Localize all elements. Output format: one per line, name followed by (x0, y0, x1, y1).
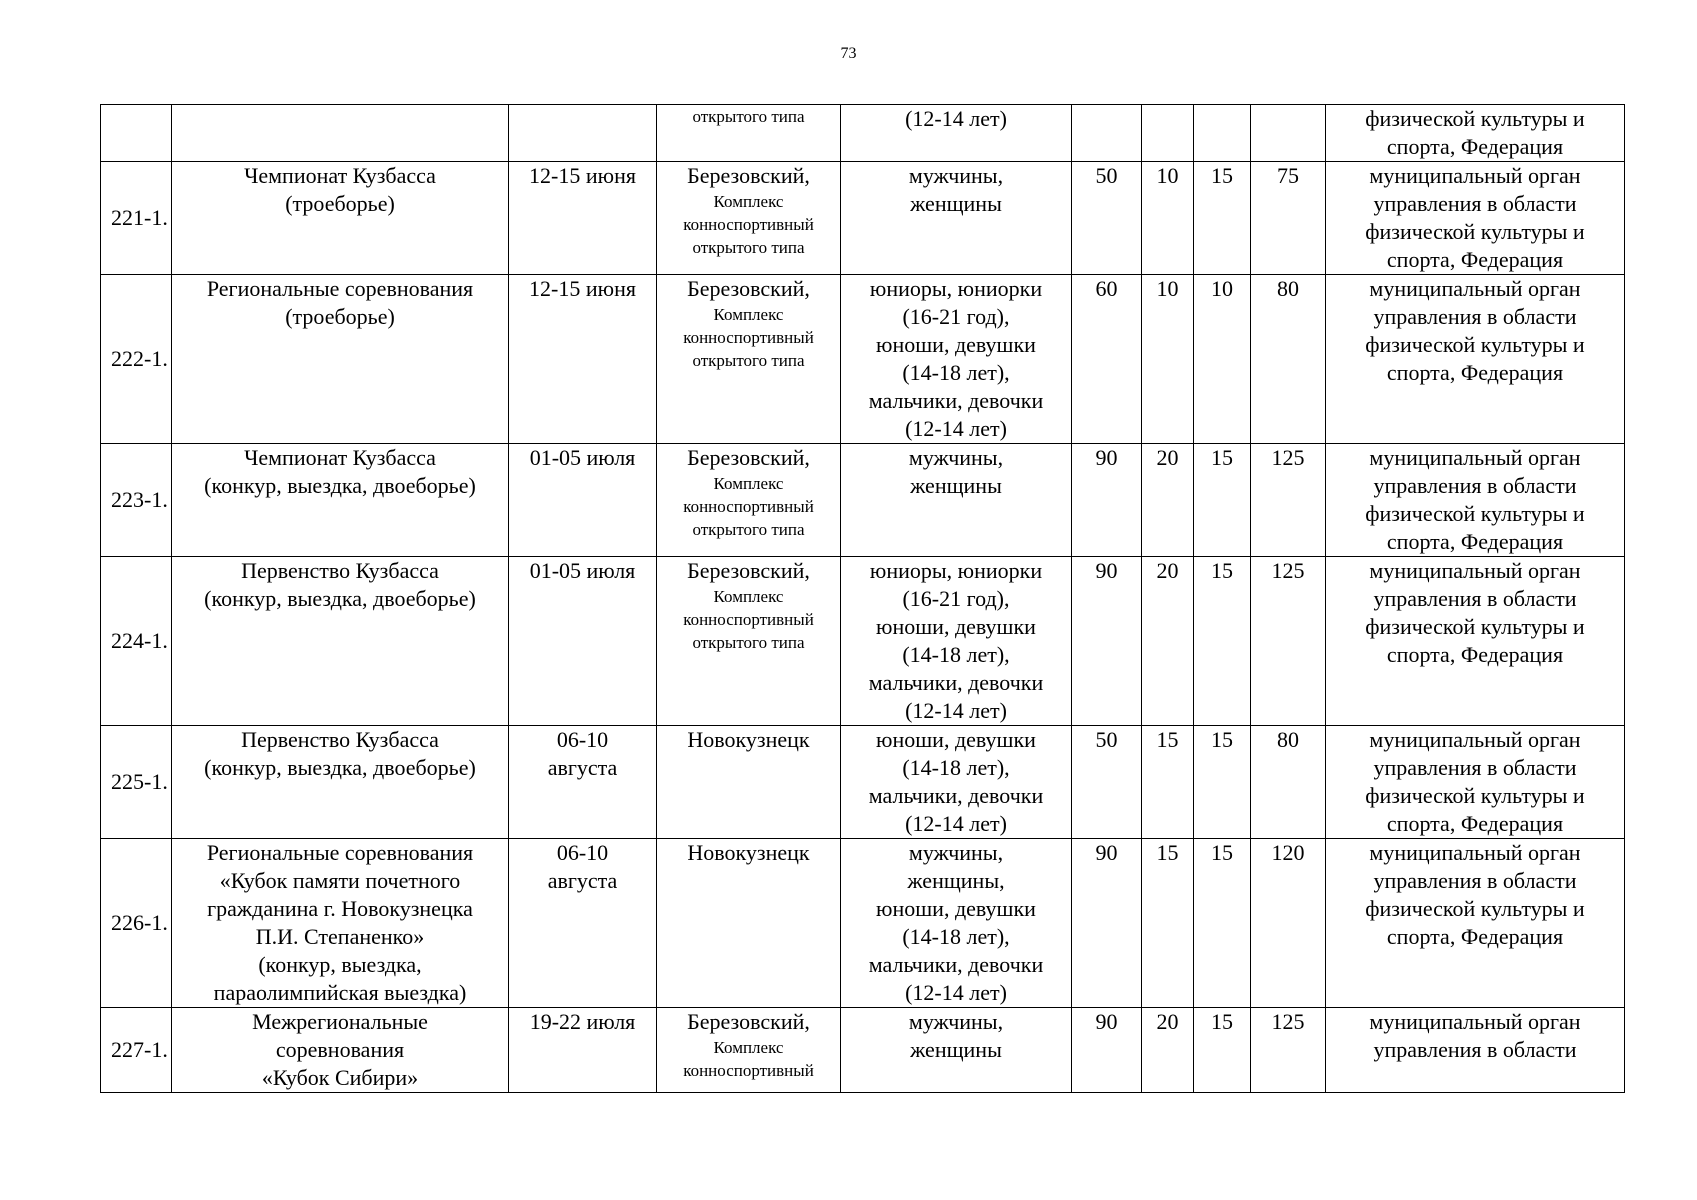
table-row (101, 105, 1625, 162)
table-row (101, 1008, 1625, 1093)
place-venue-line: Комплекс (713, 192, 784, 211)
event-dates-cell-line: августа (547, 868, 618, 893)
organizer-cell-line: спорта, Федерация (1386, 360, 1564, 385)
place-city: Новокузнецк (687, 727, 810, 752)
event-name-cell-line: гражданина г. Новокузнецка (207, 896, 473, 921)
organizer-cell-line: физической культуры и (1365, 106, 1585, 131)
count-cell-3: 10 (1194, 275, 1251, 444)
place-city: Березовский, (687, 1009, 810, 1034)
count-total-cell: 120 (1251, 839, 1326, 1008)
participants-cell-line: мальчики, девочки (868, 670, 1044, 695)
event-name-cell-line: «Кубок Сибири» (261, 1065, 419, 1090)
count-total-cell: 125 (1251, 1008, 1326, 1093)
organizer-cell (1326, 557, 1625, 726)
organizer-cell-line: муниципальный орган (1369, 727, 1581, 752)
count-cell-2: 20 (1142, 557, 1194, 726)
count-cell-1: 90 (1072, 839, 1142, 1008)
participants-cell-line: мужчины, (908, 1009, 1004, 1034)
participants-cell-line: (12-14 лет) (905, 811, 1007, 836)
place-city: Березовский, (687, 163, 810, 188)
count-cell-3: 15 (1194, 557, 1251, 726)
count-cell-2: 20 (1142, 444, 1194, 557)
organizer-cell-line: управления в области (1373, 755, 1577, 780)
organizer-cell (1326, 1008, 1625, 1093)
event-name-cell (172, 105, 509, 162)
event-dates-cell (509, 162, 657, 275)
event-name-cell-line: Чемпионат Кузбасса (244, 445, 436, 470)
count-cell-2: 10 (1142, 275, 1194, 444)
participants-cell-line: мужчины, (908, 840, 1004, 865)
place-city: Березовский, (687, 558, 810, 583)
place-venue-line: конноспортивный (683, 497, 814, 516)
count-total-cell: 75 (1251, 162, 1326, 275)
organizer-cell-line: управления в области (1373, 586, 1577, 611)
participants-cell-line: мужчины, (908, 445, 1004, 470)
count-cell-1: 90 (1072, 1008, 1142, 1093)
organizer-cell-line: спорта, Федерация (1386, 924, 1564, 949)
organizer-cell-line: спорта, Федерация (1386, 811, 1564, 836)
event-dates-cell-line: 01-05 июля (529, 558, 636, 583)
event-dates-cell (509, 839, 657, 1008)
event-name-cell-line: (конкур, выездка, двоеборье) (204, 586, 476, 611)
count-cell-3: 15 (1194, 1008, 1251, 1093)
event-place-cell (657, 1008, 841, 1093)
participants-cell-line: мальчики, девочки (868, 952, 1044, 977)
count-total-cell: 125 (1251, 444, 1326, 557)
event-dates-cell-line: августа (547, 755, 618, 780)
place-venue-line: конноспортивный (683, 610, 814, 629)
place-venue-line: конноспортивный (683, 215, 814, 234)
event-name-cell (172, 839, 509, 1008)
place-city: Новокузнецк (687, 840, 810, 865)
organizer-cell-line: муниципальный орган (1369, 840, 1581, 865)
event-name-cell-line: (троеборье) (285, 304, 395, 329)
organizer-cell-line: физической культуры и (1365, 219, 1585, 244)
event-place-cell (657, 444, 841, 557)
participants-cell-line: женщины (910, 1037, 1002, 1062)
participants-cell-line: (14-18 лет), (902, 755, 1010, 780)
event-name-cell-line: (конкур, выездка, (258, 952, 422, 977)
organizer-cell (1326, 839, 1625, 1008)
event-place-cell (657, 726, 841, 839)
event-name-cell (172, 726, 509, 839)
place-venue-line: конноспортивный (683, 328, 814, 347)
event-name-cell-line: соревнования (275, 1037, 405, 1062)
organizer-cell-line: управления в области (1373, 868, 1577, 893)
participants-cell-line: мужчины, (908, 163, 1004, 188)
organizer-cell-line: управления в области (1373, 1037, 1577, 1062)
event-dates-cell-line: 12-15 июня (529, 276, 636, 301)
organizer-cell-line: физической культуры и (1365, 614, 1585, 639)
count-cell-1: 50 (1072, 162, 1142, 275)
event-name-cell-line: Чемпионат Кузбасса (244, 163, 436, 188)
event-name-cell-line: (конкур, выездка, двоеборье) (204, 755, 476, 780)
event-place-cell (657, 105, 841, 162)
participants-cell (841, 275, 1072, 444)
participants-cell-line: мальчики, девочки (868, 783, 1044, 808)
event-number-cell: 223-1. (101, 444, 172, 557)
event-name-cell (172, 444, 509, 557)
place-venue-line: Комплекс (713, 1038, 784, 1057)
event-number-cell: 221-1. (101, 162, 172, 275)
organizer-cell (1326, 726, 1625, 839)
count-cell-1: 60 (1072, 275, 1142, 444)
participants-cell-line: юноши, девушки (876, 727, 1036, 752)
organizer-cell-line: физической культуры и (1365, 896, 1585, 921)
participants-cell-line: (14-18 лет), (902, 360, 1010, 385)
place-venue-line: открытого типа (692, 633, 805, 652)
event-place-cell (657, 839, 841, 1008)
event-place-cell (657, 557, 841, 726)
organizer-cell-line: управления в области (1373, 304, 1577, 329)
event-name-cell-line: П.И. Степаненко» (255, 924, 425, 949)
organizer-cell-line: муниципальный орган (1369, 558, 1581, 583)
event-name-cell (172, 557, 509, 726)
organizer-cell (1326, 105, 1625, 162)
count-cell-1: 50 (1072, 726, 1142, 839)
participants-cell-line: женщины, (907, 868, 1005, 893)
count-total-cell: 80 (1251, 275, 1326, 444)
event-number-cell: 226-1. (101, 839, 172, 1008)
organizer-cell-line: муниципальный орган (1369, 445, 1581, 470)
event-dates-cell (509, 726, 657, 839)
count-cell-3: 15 (1194, 444, 1251, 557)
count-cell-3: 15 (1194, 839, 1251, 1008)
organizer-cell-line: физической культуры и (1365, 783, 1585, 808)
event-name-cell (172, 162, 509, 275)
event-dates-cell-line: 01-05 июля (529, 445, 636, 470)
event-place-cell (657, 162, 841, 275)
participants-cell-line: (12-14 лет) (905, 980, 1007, 1005)
count-cell-3 (1194, 105, 1251, 162)
page-number: 73 (840, 45, 857, 62)
count-cell-3: 15 (1194, 162, 1251, 275)
organizer-cell-line: управления в области (1373, 473, 1577, 498)
participants-cell-line: юниоры, юниорки (869, 276, 1043, 301)
place-venue-line: открытого типа (692, 107, 805, 126)
participants-cell-line: (12-14 лет) (905, 106, 1007, 131)
participants-cell-line: мальчики, девочки (868, 388, 1044, 413)
count-cell-3: 15 (1194, 726, 1251, 839)
organizer-cell-line: муниципальный орган (1369, 1009, 1581, 1034)
participants-cell-line: женщины (910, 473, 1002, 498)
participants-cell-line: (12-14 лет) (905, 416, 1007, 441)
participants-cell-line: юноши, девушки (876, 614, 1036, 639)
count-cell-1 (1072, 105, 1142, 162)
event-name-cell-line: Региональные соревнования (206, 840, 474, 865)
organizer-cell (1326, 444, 1625, 557)
event-dates-cell (509, 444, 657, 557)
place-venue-line: конноспортивный (683, 1061, 814, 1080)
place-venue-line: открытого типа (692, 238, 805, 257)
table-row (101, 444, 1625, 557)
event-number-cell: 225-1. (101, 726, 172, 839)
count-total-cell: 80 (1251, 726, 1326, 839)
organizer-cell (1326, 162, 1625, 275)
table-row (101, 162, 1625, 275)
count-cell-1: 90 (1072, 557, 1142, 726)
place-venue-line: открытого типа (692, 520, 805, 539)
participants-cell-line: (16-21 год), (902, 586, 1010, 611)
event-name-cell (172, 275, 509, 444)
participants-cell-line: юноши, девушки (876, 896, 1036, 921)
event-name-cell-line: Первенство Кузбасса (241, 558, 439, 583)
place-venue-line: Комплекс (713, 474, 784, 493)
count-cell-2 (1142, 105, 1194, 162)
organizer-cell-line: спорта, Федерация (1386, 529, 1564, 554)
count-cell-1: 90 (1072, 444, 1142, 557)
event-dates-cell (509, 557, 657, 726)
place-city: Березовский, (687, 276, 810, 301)
event-name-cell-line: Региональные соревнования (206, 276, 474, 301)
count-total-cell (1251, 105, 1326, 162)
participants-cell (841, 1008, 1072, 1093)
count-cell-2: 10 (1142, 162, 1194, 275)
participants-cell (841, 557, 1072, 726)
organizer-cell-line: физической культуры и (1365, 501, 1585, 526)
count-total-cell: 125 (1251, 557, 1326, 726)
table-row (101, 557, 1625, 726)
participants-cell (841, 162, 1072, 275)
participants-cell (841, 105, 1072, 162)
place-venue-line: Комплекс (713, 587, 784, 606)
place-city: Березовский, (687, 445, 810, 470)
participants-cell-line: юниоры, юниорки (869, 558, 1043, 583)
event-number-cell (101, 105, 172, 162)
participants-cell-line: женщины (910, 191, 1002, 216)
organizer-cell-line: управления в области (1373, 191, 1577, 216)
event-number-cell: 224-1. (101, 557, 172, 726)
participants-cell (841, 839, 1072, 1008)
organizer-cell (1326, 275, 1625, 444)
participants-cell (841, 726, 1072, 839)
table-body (101, 105, 1625, 1093)
count-cell-2: 15 (1142, 726, 1194, 839)
event-name-cell-line: Межрегиональные (252, 1009, 428, 1034)
event-dates-cell (509, 1008, 657, 1093)
table-row (101, 839, 1625, 1008)
participants-cell-line: юноши, девушки (876, 332, 1036, 357)
place-venue-line: открытого типа (692, 351, 805, 370)
event-dates-cell-line: 06-10 (556, 727, 609, 752)
event-place-cell (657, 275, 841, 444)
organizer-cell-line: муниципальный орган (1369, 163, 1581, 188)
table-row (101, 275, 1625, 444)
participants-cell (841, 444, 1072, 557)
participants-cell-line: (14-18 лет), (902, 924, 1010, 949)
event-number-cell: 222-1. (101, 275, 172, 444)
count-cell-2: 20 (1142, 1008, 1194, 1093)
organizer-cell-line: физической культуры и (1365, 332, 1585, 357)
participants-cell-line: (14-18 лет), (902, 642, 1010, 667)
event-name-cell-line: «Кубок памяти почетного (219, 868, 461, 893)
event-name-cell-line: (троеборье) (285, 191, 395, 216)
events-table (100, 104, 1625, 1093)
event-dates-cell (509, 275, 657, 444)
event-name-cell-line: параолимпийская выездка) (213, 980, 467, 1005)
count-cell-2: 15 (1142, 839, 1194, 1008)
event-number-cell: 227-1. (101, 1008, 172, 1093)
event-name-cell-line: (конкур, выездка, двоеборье) (204, 473, 476, 498)
organizer-cell-line: спорта, Федерация (1386, 642, 1564, 667)
organizer-cell-line: спорта, Федерация (1386, 134, 1564, 159)
event-dates-cell (509, 105, 657, 162)
event-name-cell (172, 1008, 509, 1093)
event-dates-cell-line: 19-22 июля (529, 1009, 636, 1034)
table-row (101, 726, 1625, 839)
event-dates-cell-line: 06-10 (556, 840, 609, 865)
participants-cell-line: (12-14 лет) (905, 698, 1007, 723)
organizer-cell-line: муниципальный орган (1369, 276, 1581, 301)
place-venue-line: Комплекс (713, 305, 784, 324)
event-dates-cell-line: 12-15 июня (529, 163, 636, 188)
event-name-cell-line: Первенство Кузбасса (241, 727, 439, 752)
participants-cell-line: (16-21 год), (902, 304, 1010, 329)
organizer-cell-line: спорта, Федерация (1386, 247, 1564, 272)
